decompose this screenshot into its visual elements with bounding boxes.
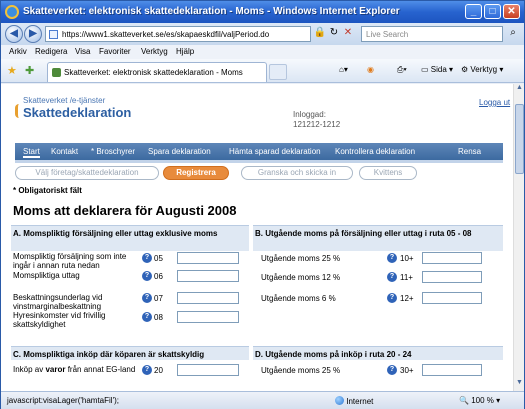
- field-30-input[interactable]: [422, 364, 482, 376]
- field-num-30: 30+: [400, 366, 414, 375]
- page-icon: [49, 30, 58, 39]
- menu-bar: [1, 45, 524, 59]
- back-button[interactable]: ◀: [5, 25, 23, 43]
- search-input[interactable]: [361, 26, 503, 42]
- print-icon[interactable]: ⎙▾: [397, 65, 407, 74]
- help-icon[interactable]: ?: [142, 271, 152, 281]
- row-label-05: Momspliktig försäljning som inte ingår i annan ruta nedan: [13, 252, 127, 270]
- browser-tab[interactable]: [47, 62, 267, 82]
- logout-link[interactable]: Logga ut: [479, 98, 511, 107]
- title-bar[interactable]: [1, 1, 524, 23]
- help-icon[interactable]: ?: [142, 312, 152, 322]
- help-icon[interactable]: ?: [387, 365, 397, 375]
- scroll-thumb[interactable]: [515, 104, 524, 174]
- search-icon[interactable]: ⌕: [510, 27, 516, 38]
- skatteverket-logo-icon: [15, 104, 23, 118]
- field-07-input[interactable]: [177, 292, 239, 304]
- field-num-08: 08: [154, 313, 163, 322]
- section-b-title: B. Utgående moms på försäljning eller uttag i ruta 05 - 08: [253, 225, 503, 251]
- logged-in-label: Inloggad:: [293, 110, 326, 119]
- wizard-steps: [15, 166, 503, 182]
- search-placeholder: Live Search: [366, 30, 409, 39]
- help-icon[interactable]: ?: [387, 272, 397, 282]
- field-12-input[interactable]: [422, 292, 482, 304]
- help-icon[interactable]: ?: [142, 293, 152, 303]
- step-kvittens: Kvittens: [359, 166, 417, 180]
- refresh-icon[interactable]: ↻: [329, 27, 339, 38]
- tools-menu[interactable]: ⚙ Verktyg ▾: [461, 65, 504, 74]
- status-bar: [1, 391, 524, 409]
- vertical-scrollbar[interactable]: [513, 84, 524, 391]
- row-label-07: Beskattningsunderlag vid vinstmarginalbeskattning: [13, 293, 103, 311]
- nav-start[interactable]: Start: [23, 147, 40, 156]
- site-nav: [15, 143, 503, 163]
- page-heading: Moms att deklarera för Augusti 2008: [13, 203, 237, 218]
- url-text: https://www1.skatteverket.se/es/skapaeskdfil/valjPeriod.do: [62, 30, 270, 39]
- row-label-06: Momspliktiga uttag: [13, 271, 80, 280]
- required-note: * Obligatoriskt fält: [13, 186, 82, 195]
- new-tab-button[interactable]: [269, 64, 287, 80]
- menu-hjalp[interactable]: Hjälp: [176, 47, 195, 56]
- row-label-12: Utgående moms 6 %: [261, 294, 336, 303]
- row-label-10: Utgående moms 25 %: [261, 254, 341, 263]
- help-icon[interactable]: ?: [387, 293, 397, 303]
- close-button[interactable]: ✕: [503, 4, 520, 19]
- site-header: [5, 84, 511, 144]
- menu-visa[interactable]: Visa: [75, 47, 91, 56]
- step-granska: Granska och skicka in: [241, 166, 353, 180]
- page-content: [1, 84, 513, 391]
- help-icon[interactable]: ?: [387, 253, 397, 263]
- feeds-icon[interactable]: ◉: [367, 65, 374, 74]
- add-favorite-icon[interactable]: ✚: [25, 65, 35, 77]
- tab-row: [1, 59, 524, 83]
- address-actions: [313, 27, 355, 38]
- row-label-30: Utgående moms 25 %: [261, 366, 341, 375]
- field-num-11: 11+: [400, 273, 413, 282]
- status-text: javascript:visaLager('hamtaFil');: [7, 396, 119, 405]
- field-05-input[interactable]: [177, 252, 239, 264]
- section-d-title: D. Utgående moms på inköp i ruta 20 - 24: [253, 346, 503, 360]
- nav-rensa[interactable]: Rensa: [458, 147, 482, 156]
- field-num-12: 12+: [400, 294, 414, 303]
- scroll-down-icon[interactable]: ▼: [516, 379, 523, 386]
- maximize-button[interactable]: □: [484, 4, 501, 19]
- security-zone: Internet: [335, 396, 373, 406]
- nav-kontakt[interactable]: Kontakt: [51, 147, 79, 156]
- address-bar[interactable]: [45, 26, 311, 42]
- minimize-button[interactable]: _: [465, 4, 482, 19]
- globe-icon: [335, 396, 344, 405]
- help-icon[interactable]: ?: [142, 365, 152, 375]
- tab-title: Skatteverket: elektronisk skattedeklaration - Moms: [64, 68, 243, 77]
- row-label-11: Utgående moms 12 %: [261, 273, 341, 282]
- field-20-input[interactable]: [177, 364, 239, 376]
- nav-kontrollera[interactable]: Kontrollera deklaration: [335, 147, 416, 156]
- step-valj[interactable]: Välj företag/skattedeklaration: [15, 166, 159, 180]
- menu-arkiv[interactable]: Arkiv: [9, 47, 27, 56]
- page-menu[interactable]: ▭ Sida ▾: [421, 65, 454, 74]
- field-08-input[interactable]: [177, 311, 239, 323]
- nav-broschyrer[interactable]: * Broschyrer: [91, 147, 136, 156]
- field-num-10: 10+: [400, 254, 414, 263]
- scroll-up-icon[interactable]: ▲: [516, 84, 523, 91]
- tab-favicon-icon: [52, 68, 61, 77]
- menu-favoriter[interactable]: Favoriter: [99, 47, 131, 56]
- stop-icon[interactable]: ✕: [343, 27, 353, 38]
- brand-small: Skatteverket /e-tjänster: [23, 96, 106, 105]
- row-label-20: Inköp av varor från annat EG-land: [13, 365, 136, 374]
- step-registrera[interactable]: Registrera: [163, 166, 229, 180]
- field-num-05: 05: [154, 254, 163, 263]
- ie-logo-icon: [5, 5, 19, 19]
- field-10-input[interactable]: [422, 252, 482, 264]
- field-06-input[interactable]: [177, 270, 239, 282]
- nav-hamta[interactable]: Hämta sparad deklaration: [229, 147, 321, 156]
- menu-verktyg[interactable]: Verktyg: [141, 47, 168, 56]
- forward-button[interactable]: ▶: [24, 25, 42, 43]
- home-icon[interactable]: ⌂▾: [339, 65, 348, 74]
- row-label-08: Hyresinkomster vid frivillig skattskyldighet: [13, 311, 106, 329]
- field-num-20: 20: [154, 366, 163, 375]
- section-a-title: A. Momspliktig försäljning eller uttag exklusive moms: [11, 225, 249, 251]
- field-11-input[interactable]: [422, 271, 482, 283]
- address-toolbar: [1, 23, 524, 45]
- lock-icon[interactable]: 🔒: [313, 27, 327, 38]
- nav-spara[interactable]: Spara deklaration: [148, 147, 211, 156]
- window-title: Skatteverket: elektronisk skattedeklaration - Moms - Windows Internet Explorer: [23, 6, 400, 17]
- zoom-level[interactable]: 🔍 100 % ▾: [459, 396, 501, 405]
- field-num-06: 06: [154, 272, 163, 281]
- favorites-star-icon[interactable]: ★: [7, 65, 17, 77]
- field-num-07: 07: [154, 294, 163, 303]
- help-icon[interactable]: ?: [142, 253, 152, 263]
- section-c-title: C. Momspliktiga inköp där köparen är skattskyldig: [11, 346, 249, 360]
- logged-in-id: 121212-1212: [293, 120, 341, 129]
- menu-redigera[interactable]: Redigera: [35, 47, 68, 56]
- brand-large: Skattedeklaration: [23, 105, 132, 120]
